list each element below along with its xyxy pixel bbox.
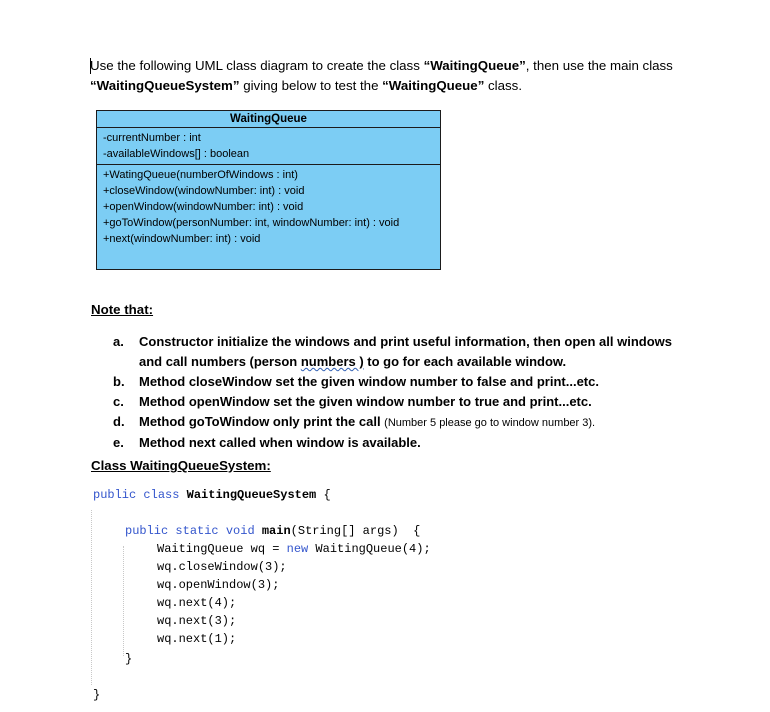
code-line: wq.openWindow(3); <box>157 578 280 592</box>
intro-paragraph <box>90 56 690 96</box>
code-line: WaitingQueue wq = new WaitingQueue(4); <box>157 542 431 556</box>
intro-bold-2: “WaitingQueueSystem” <box>90 78 240 93</box>
note-item <box>113 332 703 352</box>
uml-method: +goToWindow(personNumber: int, windowNumber: int) : void <box>103 217 400 229</box>
uml-class-name: WaitingQueue <box>97 111 440 128</box>
intro-text-4: class. <box>484 78 523 93</box>
note-text: Constructor initialize the windows and print useful information, then open all windows <box>139 334 673 349</box>
uml-attributes <box>97 128 440 165</box>
intro-text-1: Use the following UML class diagram to create the class <box>90 58 424 73</box>
note-label: a. <box>113 334 124 349</box>
note-text: to go for each available window. <box>363 354 567 369</box>
note-item <box>113 372 703 392</box>
uml-method: +WatingQueue(numberOfWindows : int) <box>103 169 298 181</box>
note-text: Method goToWindow only print the call <box>139 414 385 429</box>
code-indent-guide <box>123 546 124 656</box>
uml-attribute: -availableWindows[] : boolean <box>103 148 250 160</box>
note-text: and call numbers (person <box>139 354 301 369</box>
uml-method: +next(windowNumber: int) : void <box>103 233 261 245</box>
code-indent-guide <box>91 510 92 685</box>
note-label: b. <box>113 374 125 389</box>
code-line: wq.closeWindow(3); <box>157 560 287 574</box>
uml-attribute: -currentNumber : int <box>103 132 201 144</box>
notes-list <box>113 332 703 453</box>
code-line: wq.next(1); <box>157 632 237 646</box>
intro-bold-1: “WaitingQueue” <box>423 58 526 73</box>
note-item <box>113 433 703 453</box>
note-item <box>113 412 703 433</box>
note-item <box>113 392 703 412</box>
uml-method: +closeWindow(windowNumber: int) : void <box>103 185 305 197</box>
code-main-declaration: public static void main(String[] args) { <box>125 524 421 538</box>
note-label: d. <box>113 414 125 429</box>
code-line: wq.next(3); <box>157 614 237 628</box>
spellcheck-word: numbers ) <box>300 354 364 369</box>
note-text: Method next called when window is available. <box>139 435 421 450</box>
note-text: Method openWindow set the given window number to true and print...etc. <box>139 394 592 409</box>
uml-method: +openWindow(windowNumber: int) : void <box>103 201 304 213</box>
uml-class-diagram <box>96 110 441 270</box>
note-item <box>113 352 703 372</box>
code-close-brace: } <box>125 652 133 666</box>
class-heading: Class WaitingQueueSystem: <box>91 458 271 473</box>
intro-bold-3: “WaitingQueue” <box>382 78 485 93</box>
note-label: c. <box>113 394 124 409</box>
code-line: wq.next(4); <box>157 596 237 610</box>
notes-heading: Note that: <box>91 302 154 317</box>
note-label: e. <box>113 435 124 450</box>
intro-text-3: giving below to test the <box>239 78 383 93</box>
note-example: (Number 5 please go to window number 3). <box>384 417 596 429</box>
note-text: Method closeWindow set the given window number to false and print...etc. <box>139 374 599 389</box>
uml-methods <box>97 165 440 247</box>
code-close-brace: } <box>93 688 101 702</box>
intro-text-2: , then use the main class <box>525 58 673 73</box>
code-class-declaration: public class WaitingQueueSystem { <box>93 488 331 502</box>
